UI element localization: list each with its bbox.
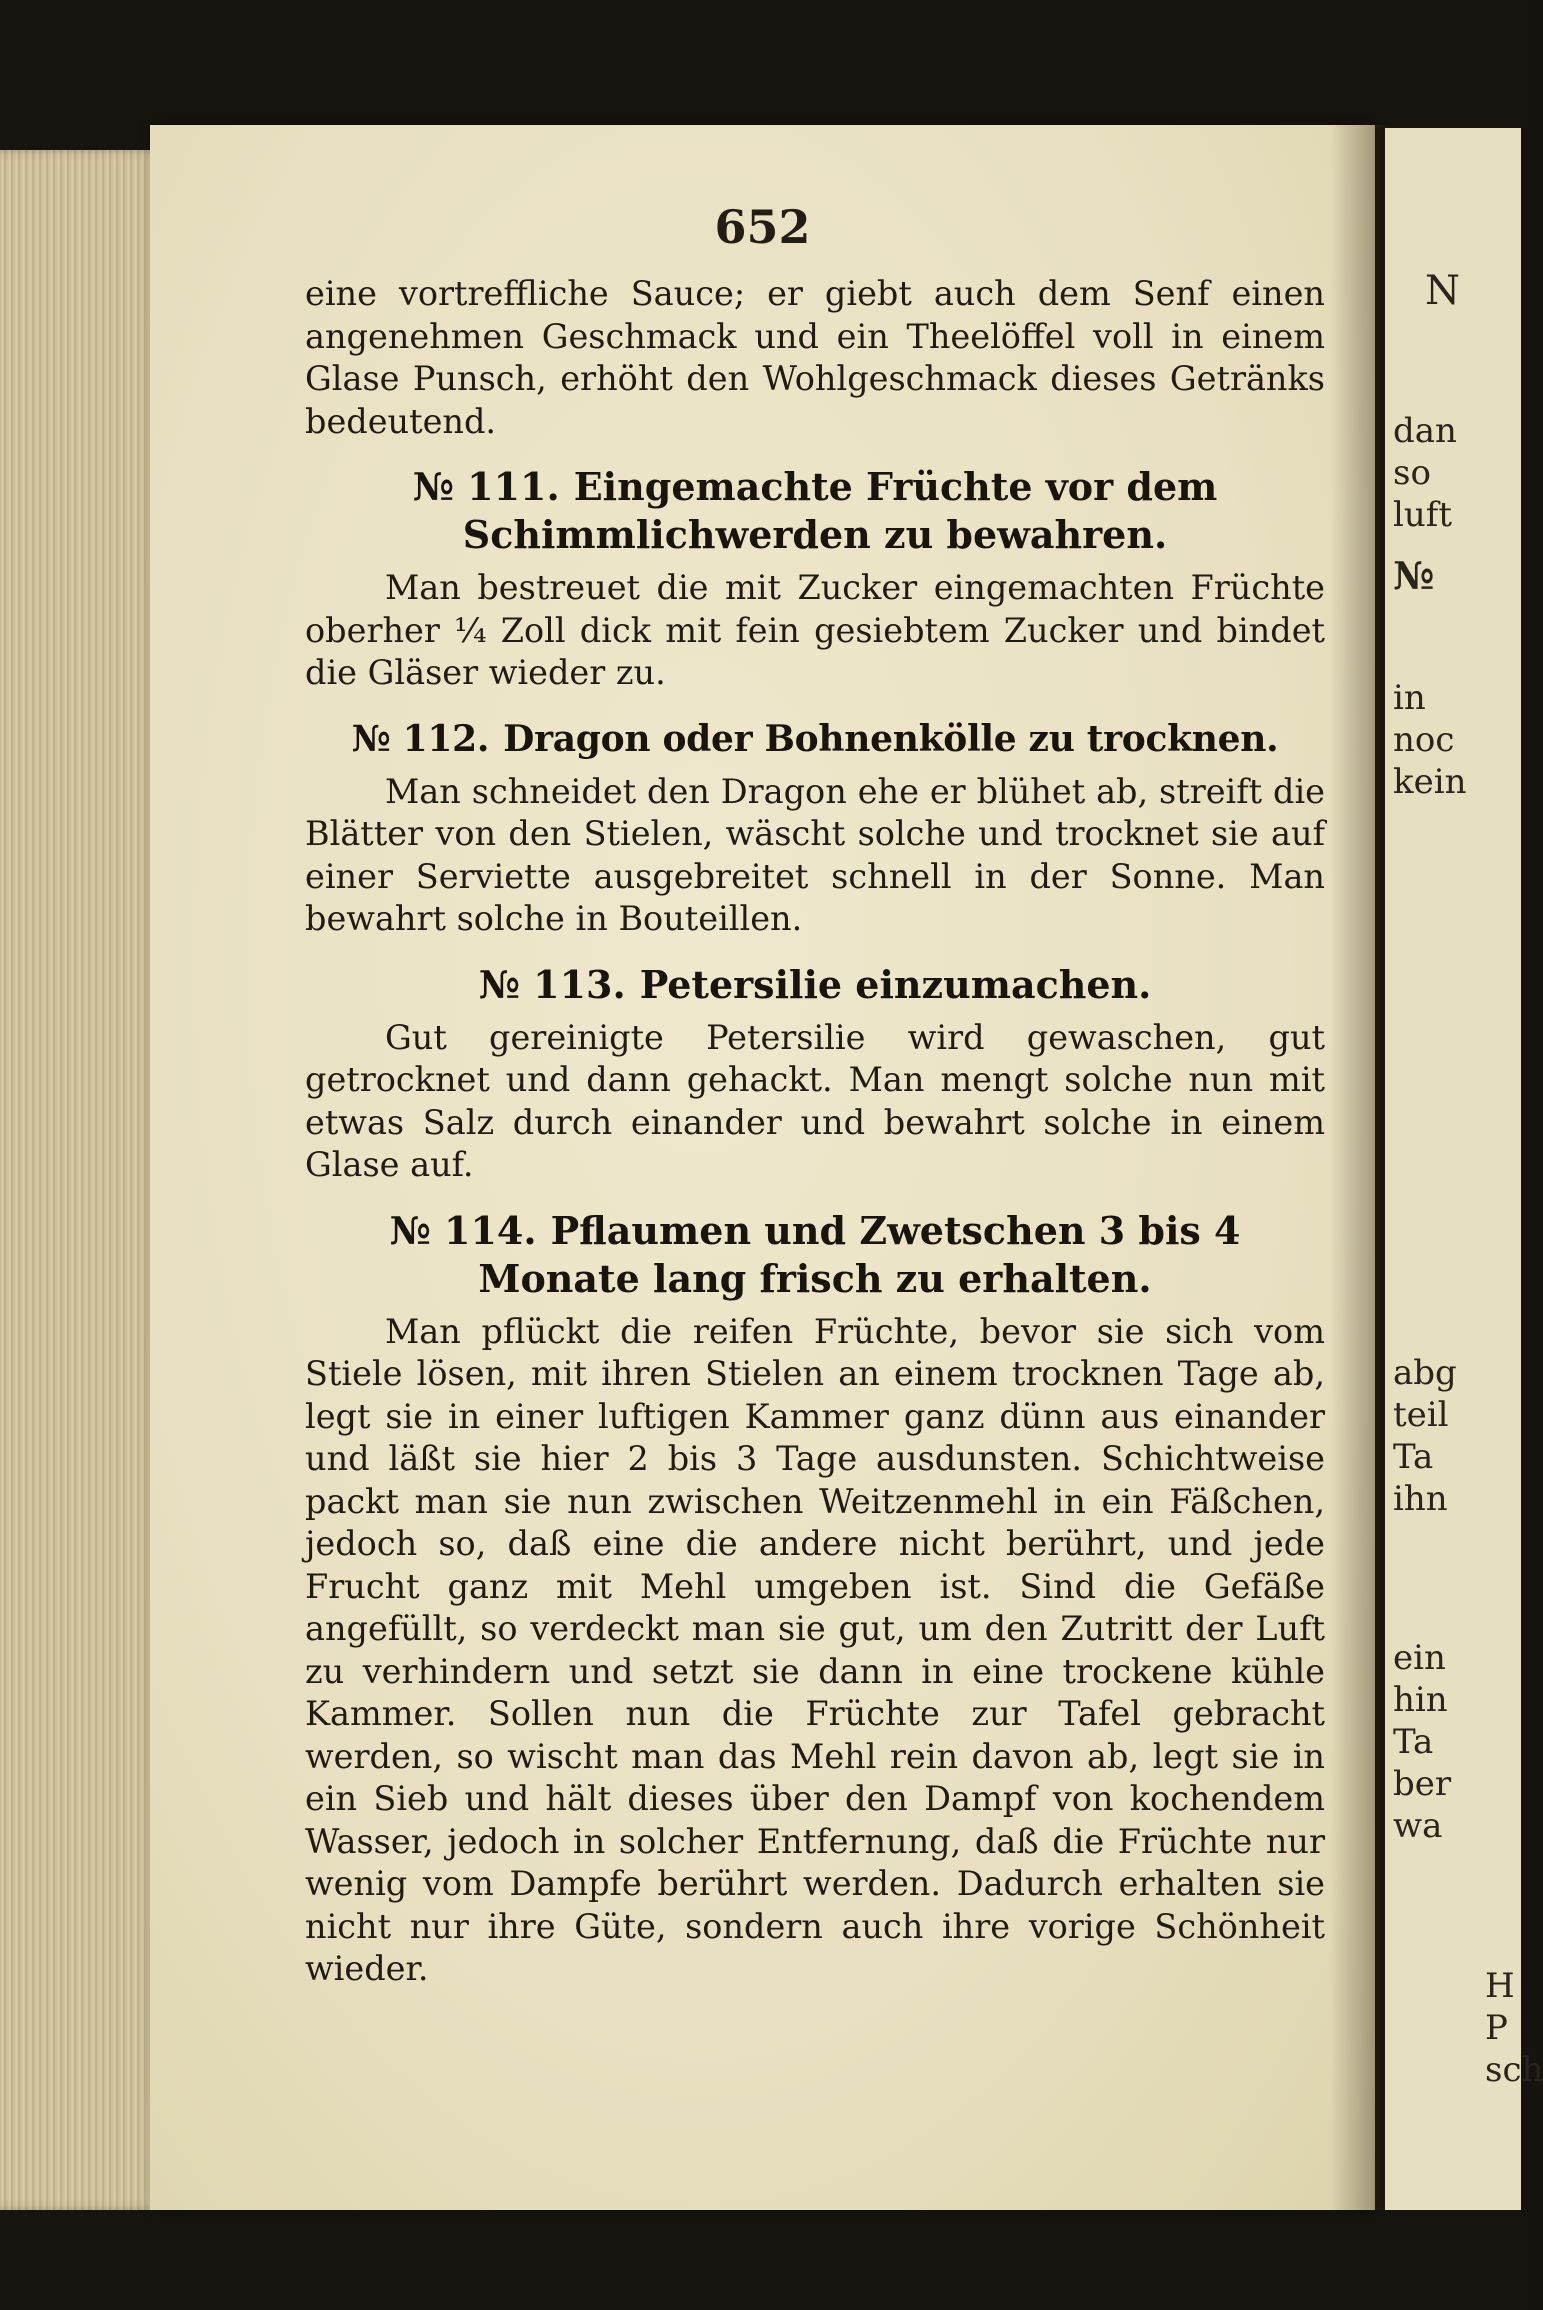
facing-fragment: luft	[1393, 495, 1453, 535]
facing-fragment: Ta	[1393, 1722, 1434, 1762]
facing-page-fragment	[1385, 128, 1543, 2210]
heading-112	[305, 715, 1325, 763]
recipe-title: Petersilie einzumachen.	[639, 961, 1152, 1007]
facing-fragment: teil	[1393, 1395, 1449, 1435]
facing-fragment: ber	[1393, 1764, 1452, 1804]
page-stack-edges	[0, 150, 170, 2210]
facing-fragment: ein	[1393, 1638, 1446, 1678]
heading-114	[305, 1207, 1325, 1303]
facing-fragment: Ta	[1393, 1437, 1434, 1477]
recipe-title: Dragon oder Bohnenkölle zu trocknen.	[503, 717, 1279, 760]
page-text	[305, 273, 1325, 1991]
paragraph-114: Man pflückt die reifen Früchte, bevor sie sich vom Stiele lösen, mit ihren Stielen an einem trocknen Tage ab, legt sie in einer luftigen Kammer ganz dünn aus einander und läßt sie hier 2 bis 3 Tage ausdunsten. Schichtweise packt man sie nun zwischen Weitzenmehl in ein Fäßchen, jedoch so, daß eine die andere nicht berührt, und jede Frucht ganz mit Mehl umgeben ist. Sind die Gefäße angefüllt, so verdeckt man sie gut, um den Zutritt der Luft zu verhindern und setzt sie dann in eine trockene kühle Kammer. Sollen nun die Früchte zur Tafel gebracht werden, so wischt man das Mehl rein davon ab, legt sie in ein Sieb und hält dieses über den Dampf von kochendem Wasser, jedoch in solcher Entfernung, daß die Früchte nur wenig vom Dampfe berührt werden. Dadurch erhalten sie nicht nur ihre Güte, sondern auch ihre vorige Schönheit wieder.	[305, 1311, 1325, 1988]
page-number: 652	[714, 200, 811, 254]
facing-fragment: kein	[1393, 762, 1467, 802]
facing-fragment: ihn	[1393, 1479, 1448, 1519]
facing-fragment: in	[1393, 678, 1426, 718]
facing-fragment: H	[1485, 1966, 1515, 2006]
paragraph-111: Man bestreuet die mit Zucker eingemachten Früchte oberher ¼ Zoll dick mit fein gesiebtem Zucker und bindet die Gläser wieder zu.	[305, 568, 1325, 692]
recipe-number: № 111.	[412, 464, 560, 509]
facing-fragment: N	[1425, 268, 1460, 314]
facing-fragment: so	[1393, 453, 1431, 493]
facing-fragment: sch	[1485, 2050, 1543, 2090]
heading-111	[305, 463, 1325, 559]
facing-fragment: noc	[1393, 720, 1455, 760]
recipe-number: № 112.	[351, 717, 490, 760]
facing-fragment: abg	[1393, 1353, 1457, 1393]
recipe-title: Eingemachte Früchte vor dem Schimmlichwerden zu bewahren.	[462, 464, 1218, 557]
recipe-number: № 113.	[478, 961, 626, 1007]
paragraph-112: Man schneidet den Dragon ehe er blühet ab, streift die Blätter von den Stielen, wäscht solche und trocknet sie auf einer Serviette ausgebreitet schnell in der Sonne. Man bewahrt solche in Bouteillen.	[305, 771, 1325, 938]
facing-fragment: hin	[1393, 1680, 1448, 1720]
facing-fragment: №	[1393, 553, 1435, 598]
facing-fragment: P	[1485, 2008, 1508, 2048]
paragraph-113: Gut gereinigte Petersilie wird gewaschen, gut getrocknet und dann gehackt. Man mengt solche nun mit etwas Salz durch einander und bewahrt solche in einem Glase auf.	[305, 1017, 1325, 1184]
recipe-title: Pflaumen und Zwetschen 3 bis 4 Monate lang frisch zu erhalten.	[478, 1207, 1241, 1301]
facing-fragment: dan	[1393, 411, 1457, 451]
heading-113	[305, 961, 1325, 1009]
paragraph-continued: eine vortreffliche Sauce; er giebt auch dem Senf einen angenehmen Geschmack und ein Theelöffel voll in einem Glase Punsch, erhöht den Wohlgeschmack dieses Getränks bedeutend.	[305, 274, 1325, 441]
book-page	[150, 125, 1375, 2210]
facing-fragment: wa	[1393, 1806, 1443, 1846]
recipe-number: № 114.	[389, 1207, 537, 1253]
book-gutter-shadow	[1330, 125, 1390, 2210]
